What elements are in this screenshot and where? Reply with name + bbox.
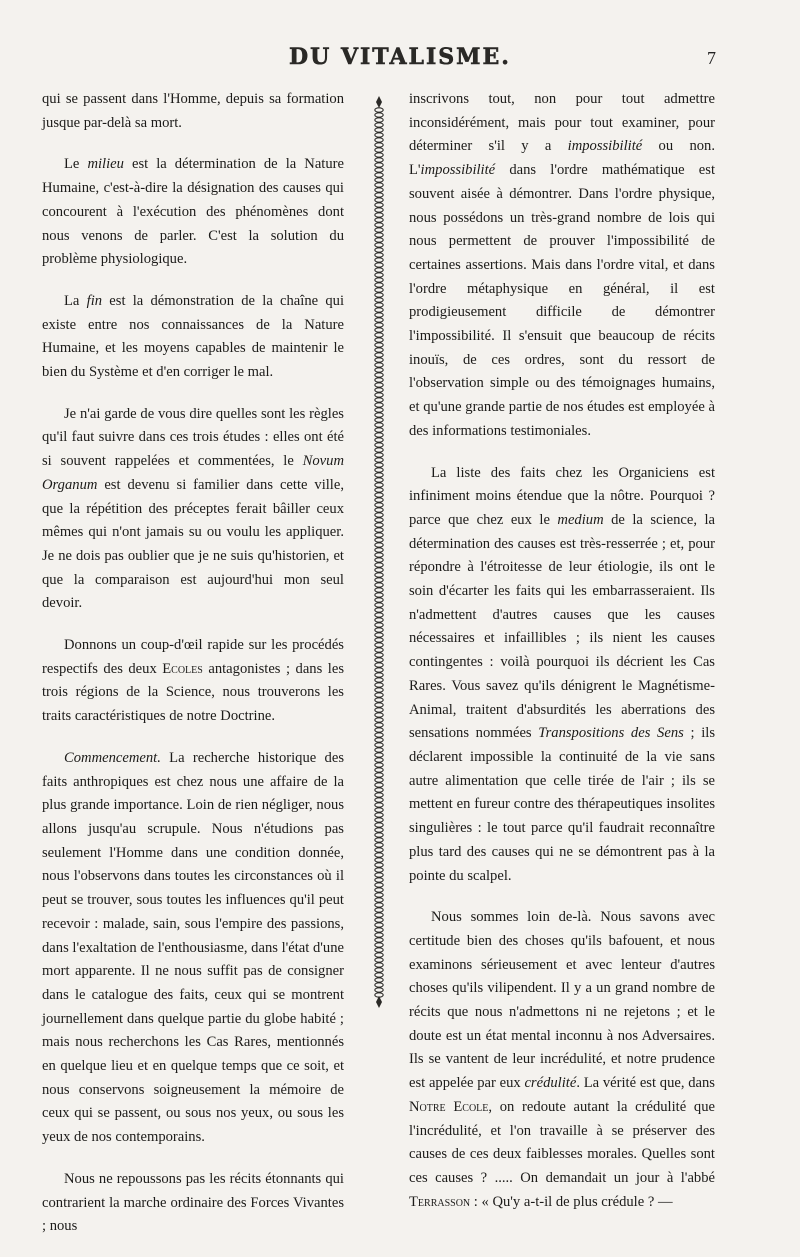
paragraph-text: Nous sommes loin de-là. Nous savons avec certitude bien des choses qu'ils bafouent, et nous examinons sérieusement et avec lenteur d'autres choses qu'ils vilipendent. Il y a un grand nombre de récits que nous n'admettons ni ne rejetons ; et le doute est un état mental inconnu à nos Adversaires. Ils se vantent de leur incrédulité, et notre prudence est appelée par eux (409, 909, 715, 1092)
divider-link (375, 963, 383, 967)
emphasis-text: impossibilité (420, 162, 496, 179)
divider-link (375, 678, 383, 682)
divider-link (375, 953, 383, 957)
divider-link (375, 798, 383, 802)
divider-link (375, 513, 383, 517)
divider-link (375, 918, 383, 922)
divider-link (375, 343, 383, 347)
divider-link (375, 373, 383, 377)
paragraph-text: ; ils déclarent impossible la continuité de la vie sans autre alimentation que celle tirée de l'air ; ils se mettent en fureur contre des thérapeutiques insolites singulières : le tout parce qu'il faudrait reconnaître plus tard des causes qui ne se démontrent pas à la pointe du scalpel. (409, 725, 715, 884)
divider-link (375, 128, 383, 132)
divider-link (375, 618, 383, 622)
divider-link (375, 148, 383, 152)
divider-link (375, 568, 383, 572)
divider-link (375, 838, 383, 842)
divider-link (375, 703, 383, 707)
divider-link (375, 698, 383, 702)
divider-link (375, 978, 383, 982)
paragraph (42, 747, 344, 1150)
paragraph-text: Nous ne repoussons pas les récits étonnants qui contrarient la marche ordinaire des Forces Vivantes ; nous (42, 1170, 344, 1235)
divider-link (375, 383, 383, 387)
divider-link (375, 683, 383, 687)
divider-link (375, 308, 383, 312)
divider-link (375, 508, 383, 512)
paragraph (42, 290, 344, 385)
paragraph-text: de la science, la détermination des causes est très-resserrée ; et, pour répondre à l'étroitesse de leur étiologie, ils ont le soin d'écarter les faits qui les embarrasseraient. Ils n'admettent d'autres causes que les causes nécessaires et infaillibles ; ils nient les causes contingentes : voilà pourquoi ils décrient les Cas Rares. Vous savez qu'ils dénigrent le Magnétisme-Animal, traitent d'absurdités les aberrations des sensations nommées (409, 511, 715, 742)
divider-link (375, 138, 383, 142)
divider-link (375, 178, 383, 182)
divider-link (375, 243, 383, 247)
divider-link (375, 183, 383, 187)
divider-link (375, 758, 383, 762)
divider-link (375, 723, 383, 727)
divider-link (375, 418, 383, 422)
divider-link (375, 348, 383, 352)
divider-link (375, 518, 383, 522)
divider-link (375, 193, 383, 197)
emphasis-text: milieu (87, 156, 124, 173)
divider-link (375, 748, 383, 752)
divider-link (375, 473, 383, 477)
divider-link (375, 253, 383, 257)
divider-link (375, 168, 383, 172)
divider-link (375, 818, 383, 822)
paragraph-text: , on redoute autant la crédulité que l'incrédulité, et l'on travaille à se préserver des causes de ces deux faiblesses morales. Quelles sont ces causes ? ..... On demandait un jour à l'abbé (409, 1098, 715, 1186)
divider-link (375, 743, 383, 747)
divider-link (375, 438, 383, 442)
divider-link (375, 733, 383, 737)
divider-link (375, 803, 383, 807)
divider-link (375, 323, 383, 327)
divider-link (375, 843, 383, 847)
divider-link (375, 923, 383, 927)
divider-link (375, 983, 383, 987)
divider-link (375, 283, 383, 287)
divider-link (375, 863, 383, 867)
divider-link (375, 203, 383, 207)
divider-link (375, 888, 383, 892)
divider-link (375, 293, 383, 297)
divider-link (375, 363, 383, 367)
small-caps-text: Notre Ecole (409, 1098, 489, 1115)
divider-link (375, 338, 383, 342)
divider-link (375, 988, 383, 992)
divider-link (375, 883, 383, 887)
divider-link (375, 228, 383, 232)
divider-link (375, 318, 383, 322)
emphasis-text: fin (86, 292, 103, 309)
divider-link (375, 858, 383, 862)
divider-link (375, 903, 383, 907)
divider-link (375, 828, 383, 832)
divider-link (375, 623, 383, 627)
paragraph (42, 1168, 344, 1239)
divider-link (375, 868, 383, 872)
divider-link (375, 223, 383, 227)
divider-link (375, 613, 383, 617)
emphasis-text: impossibilité (567, 138, 643, 155)
divider-link (375, 258, 383, 262)
emphasis-text: crédulité (524, 1075, 577, 1092)
divider-link (375, 938, 383, 942)
left-column (42, 88, 344, 1257)
divider-link (375, 933, 383, 937)
divider-link (375, 463, 383, 467)
divider-link (375, 288, 383, 292)
divider-link (375, 708, 383, 712)
divider-link (375, 123, 383, 127)
divider-link (375, 648, 383, 652)
paragraph (42, 153, 344, 272)
divider-link (375, 583, 383, 587)
divider-link (375, 278, 383, 282)
paragraph-text: est devenu si familier dans cette ville, que la répétition des préceptes ferait bâiller ceux mêmes qui n'ont jamais su ou voulu les appliquer. Je ne dois pas oublier que je ne suis qu'historien, et que la comparaison est aujourd'hui mon seul devoir. (42, 476, 344, 612)
divider-link (375, 588, 383, 592)
divider-link (375, 658, 383, 662)
paragraph-text: Le (64, 156, 88, 173)
divider-link (375, 608, 383, 612)
divider-link (375, 643, 383, 647)
divider-link (375, 808, 383, 812)
divider-link (375, 548, 383, 552)
divider-link (375, 693, 383, 697)
small-caps-text: Terrasson (409, 1193, 471, 1210)
divider-link (375, 483, 383, 487)
paragraph (409, 88, 715, 444)
divider-link (375, 153, 383, 157)
page-number: 7 (707, 48, 716, 68)
paragraph-text: antagonistes ; dans les trois régions de la Science, nous trouverons les traits caractéristiques de notre Doctrine. (42, 660, 344, 725)
divider-link (375, 668, 383, 672)
divider-link (375, 893, 383, 897)
divider-link (375, 538, 383, 542)
divider-link (375, 573, 383, 577)
paragraph (42, 634, 344, 729)
divider-link (375, 523, 383, 527)
divider-link (375, 303, 383, 307)
divider-link (375, 558, 383, 562)
divider-link (375, 133, 383, 137)
divider-link (375, 378, 383, 382)
paragraph-text: ou non. L' (409, 138, 715, 179)
paragraph-text: est la démonstration de la chaîne qui existe entre nos connaissances de la Nature Humaine, et les moyens capables de maintenir le bien du Système et d'en corriger le mal. (42, 292, 345, 381)
divider-link (375, 543, 383, 547)
divider-link (375, 488, 383, 492)
divider-finial (376, 996, 382, 1008)
divider-link (375, 233, 383, 237)
divider-link (375, 873, 383, 877)
divider-link (375, 718, 383, 722)
divider-link (375, 738, 383, 742)
divider-link (375, 773, 383, 777)
divider-link (375, 413, 383, 417)
divider-finial (376, 96, 382, 108)
emphasis-text: Commencement. (64, 749, 161, 766)
right-column (409, 88, 715, 1232)
divider-link (375, 213, 383, 217)
paragraph (42, 403, 344, 616)
divider-link (375, 393, 383, 397)
divider-link (375, 968, 383, 972)
divider-link (375, 263, 383, 267)
divider-link (375, 928, 383, 932)
divider-link (375, 198, 383, 202)
divider-link (375, 793, 383, 797)
divider-link (375, 973, 383, 977)
divider-link (375, 273, 383, 277)
divider-link (375, 593, 383, 597)
paragraph-text: qui se passent dans l'Homme, depuis sa formation jusque par-delà sa mort. (42, 91, 344, 131)
divider-link (375, 788, 383, 792)
divider-link (375, 468, 383, 472)
paragraph-text: Je n'ai garde de vous dire quelles sont les règles qu'il faut suivre dans ces trois études : elles ont été si souvent rappelées et commentées, le (42, 405, 344, 470)
small-caps-text: Ecoles (162, 660, 203, 677)
divider-link (375, 453, 383, 457)
divider-link (375, 188, 383, 192)
divider-link (375, 443, 383, 447)
paragraph (42, 88, 344, 135)
divider-link (375, 333, 383, 337)
paragraph-text: . La vérité est que, dans (576, 1075, 715, 1092)
divider-link (375, 713, 383, 717)
paragraph (409, 462, 715, 889)
divider-link (375, 673, 383, 677)
divider-link (375, 238, 383, 242)
divider-link (375, 248, 383, 252)
divider-link (375, 598, 383, 602)
divider-link (375, 218, 383, 222)
emphasis-text: medium (557, 511, 604, 528)
divider-link (375, 533, 383, 537)
divider-link (375, 878, 383, 882)
divider-link (375, 628, 383, 632)
divider-link (375, 173, 383, 177)
emphasis-text: Novum Organum (42, 453, 344, 493)
divider-link (375, 143, 383, 147)
divider-link (375, 603, 383, 607)
divider-link (375, 943, 383, 947)
divider-link (375, 563, 383, 567)
divider-link (375, 478, 383, 482)
divider-link (375, 783, 383, 787)
divider-link (375, 653, 383, 657)
divider-link (375, 848, 383, 852)
emphasis-text: Transpositions des Sens (538, 725, 684, 742)
divider-link (375, 328, 383, 332)
divider-link (375, 408, 383, 412)
divider-link (375, 398, 383, 402)
divider-link (375, 498, 383, 502)
divider-link (375, 368, 383, 372)
paragraph-text: dans l'ordre mathématique est souvent aisée à démontrer. Dans l'ordre physique, nous possédons un très-grand nombre de lois qui nous permettent de prouver l'impossibilité de certaines assertions. Mais dans l'ordre vital, et dans l'ordre métaphysique en général, il est prodigieusement difficile de démontrer l'impossibilité. Il s'ensuit que beaucoup de récits inouïs, de ces ordres, sont du ressort de l'observation simple ou des témoignages humains, et qu'une grande partie de nos études est employée à des informations testimoniales. (409, 162, 715, 439)
divider-link (375, 638, 383, 642)
divider-link (375, 913, 383, 917)
divider-link (375, 528, 383, 532)
divider-link (375, 403, 383, 407)
divider-link (375, 448, 383, 452)
divider-link (375, 908, 383, 912)
divider-link (375, 768, 383, 772)
paragraph-text: inscrivons tout, non pour tout admettre inconsidérément, mais pour tout examiner, pour déterminer s'il y a (409, 91, 715, 155)
paragraph-text: Donnons un coup-d'œil rapide sur les procédés respectifs des deux (42, 637, 344, 677)
divider-link (375, 423, 383, 427)
divider-link (375, 353, 383, 357)
divider-link (375, 578, 383, 582)
divider-link (375, 753, 383, 757)
divider-link (375, 118, 383, 122)
divider-link (375, 663, 383, 667)
divider-link (375, 428, 383, 432)
divider-link (375, 898, 383, 902)
divider-link (375, 958, 383, 962)
divider-link (375, 763, 383, 767)
paragraph-text: La recherche historique des faits anthropiques est chez nous une affaire de la plus grande importance. Loin de rien négliger, nous allons jusqu'au scrupule. Nous n'étudions pas seulement l'Homme dans une condition donnée, nous l'observons dans toutes les circonstances où il peut se trouver, sous toutes les influences qu'il peut recevoir : malade, sain, sous l'empire des passions, dans l'exaltation de l'enthousiasme, dans l'état d'une mort apparente. Il ne nous suffit pas de consigner dans le catalogue des faits, ceux qui se montrent journellement dans quelque partie du globe habité ; mais nous recherchons les Cas Rares, mentionnés en quelque lieu et en quelque temps que ce soit, et nous conservons soigneusement la mémoire de ceux qui se passent, ou sous nos yeux, ou sous les yeux de nos contemporains. (42, 749, 344, 1146)
divider-link (375, 313, 383, 317)
divider-link (375, 823, 383, 827)
divider-link (375, 833, 383, 837)
divider-link (375, 553, 383, 557)
divider-link (375, 113, 383, 117)
divider-link (375, 158, 383, 162)
divider-link (375, 633, 383, 637)
divider-link (375, 433, 383, 437)
divider-link (375, 503, 383, 507)
column-divider-ornament (372, 96, 386, 1008)
divider-link (375, 688, 383, 692)
paragraph (409, 906, 715, 1214)
divider-link (375, 778, 383, 782)
paragraph-text: est la détermination de la Nature Humaine, c'est-à-dire la désignation des causes qui concourent à l'exécution des phénomènes dont nous venons de parler. C'est la solution du problème physiologique. (42, 156, 344, 268)
paragraph-text: La liste des faits chez les Organiciens est infiniment moins étendue que la nôtre. Pourquoi ? parce que chez eux le (409, 464, 715, 528)
running-title: DU VITALISME. (289, 44, 511, 70)
divider-link (375, 948, 383, 952)
divider-link (375, 268, 383, 272)
divider-link (375, 853, 383, 857)
divider-link (375, 388, 383, 392)
paragraph-text: La (64, 292, 87, 309)
divider-link (375, 108, 383, 112)
divider-link (375, 493, 383, 497)
divider-link (375, 813, 383, 817)
divider-link (375, 358, 383, 362)
divider-link (375, 458, 383, 462)
divider-link (375, 728, 383, 732)
paragraph-text: : « Qu'y a-t-il de plus crédule ? — (470, 1193, 673, 1210)
divider-link (375, 298, 383, 302)
divider-link (375, 208, 383, 212)
divider-link (375, 163, 383, 167)
